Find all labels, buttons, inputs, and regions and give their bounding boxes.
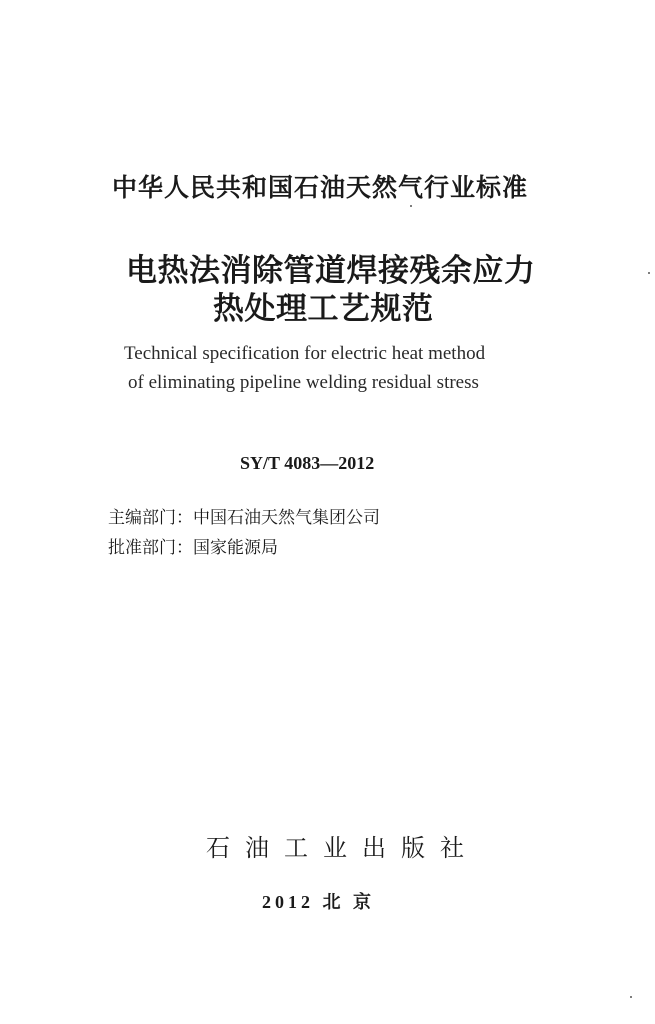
title-english-line-2: of eliminating pipeline welding residual stress [128,372,479,393]
scan-speck [648,272,650,274]
standard-number: SY/T 4083—2012 [240,453,375,473]
publication-year-place: 2012 北 京 [262,892,375,912]
approval-department: 批准部门：国家能源局 [108,538,278,558]
publisher-name: 石油工业出版社 [206,834,479,862]
title-english-line-1: Technical specification for electric heat method [124,343,486,364]
title-chinese-line-1: 电热法消除管道焊接残余应力 [126,253,536,289]
scan-speck [630,996,632,998]
industry-standard-heading: 中华人民共和国石油天然气行业标准 [112,173,529,202]
title-chinese-line-2: 热处理工艺规范 [213,291,434,327]
scan-speck [410,205,412,207]
editor-department: 主编部门：中国石油天然气集团公司 [108,508,380,528]
